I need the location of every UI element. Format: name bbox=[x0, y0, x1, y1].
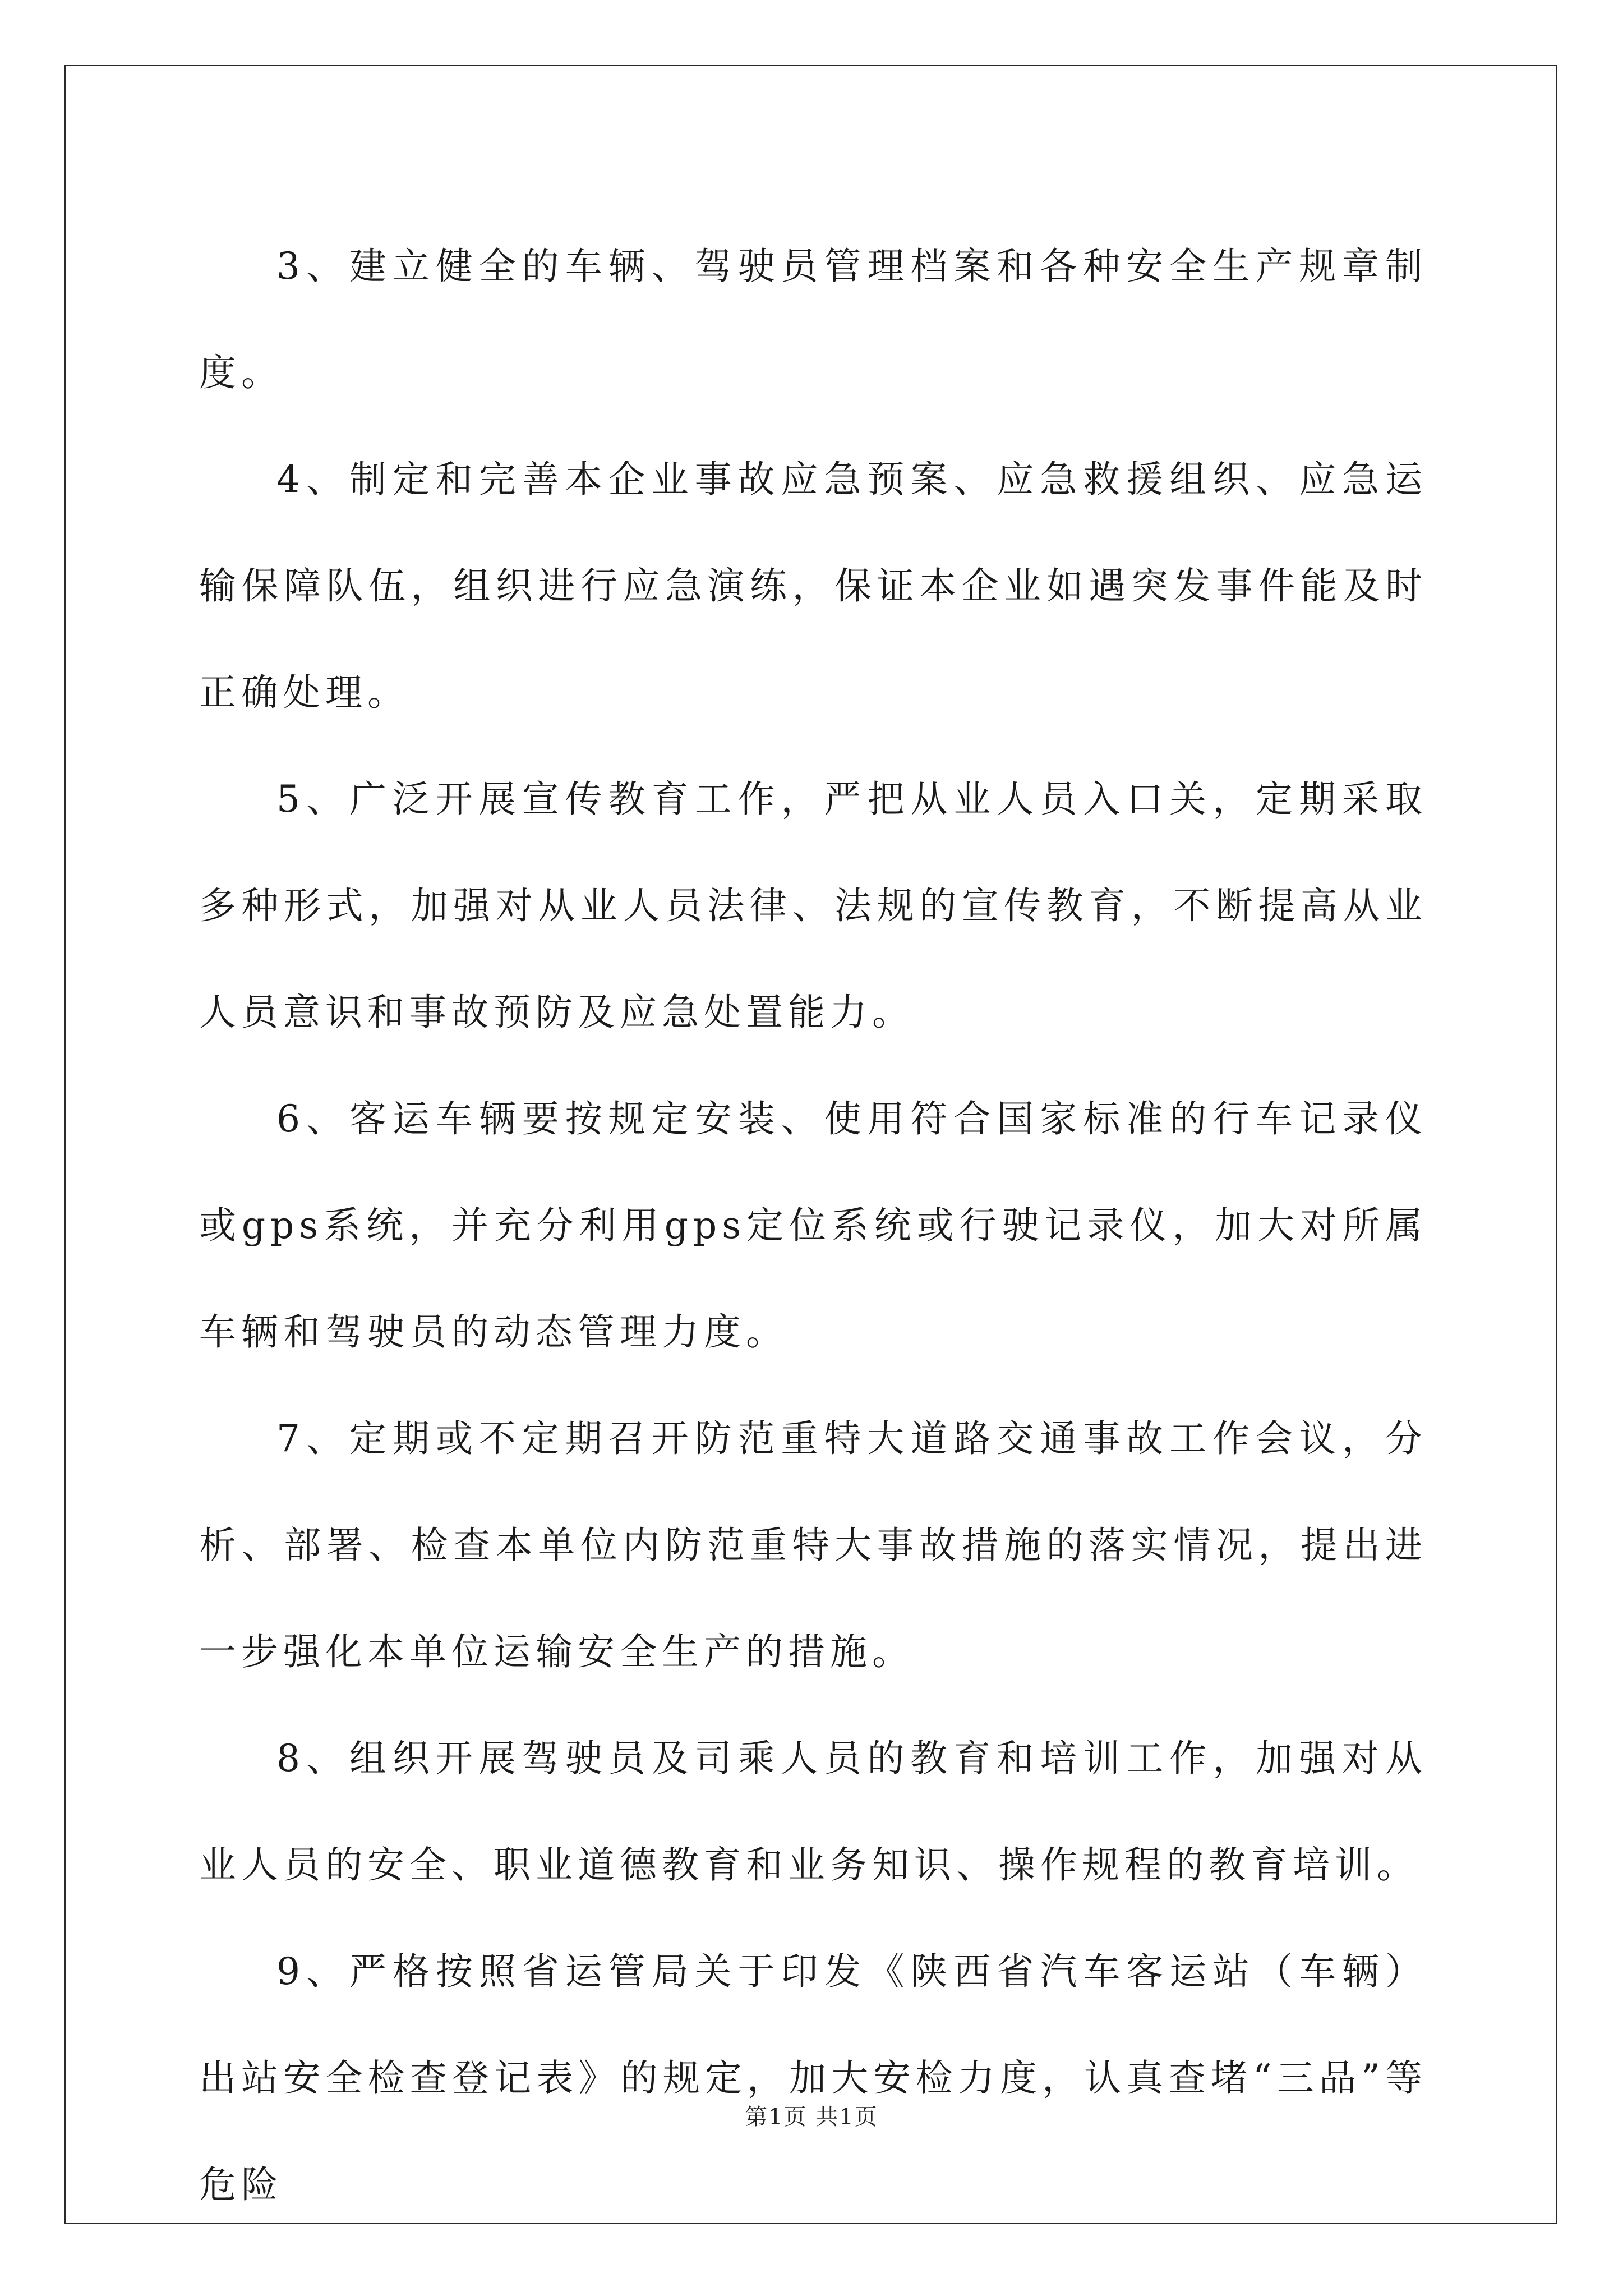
paragraph-7: 7、定期或不定期召开防范重特大道路交通事故工作会议，分析、部署、检查本单位内防范重特大事故措施的落实情况，提出进一步强化本单位运输安全生产的措施。 bbox=[199, 1417, 1427, 1673]
document-body bbox=[199, 213, 1427, 2238]
paragraph-8: 8、组织开展驾驶员及司乘人员的教育和培训工作，加强对从业人员的安全、职业道德教育和业务知识、操作规程的教育培训。 bbox=[199, 1737, 1427, 1887]
paragraph-5: 5、广泛开展宣传教育工作，严把从业人员入口关，定期采取多种形式，加强对从业人员法律、法规的宣传教育，不断提高从业人员意识和事故预防及应急处置能力。 bbox=[199, 777, 1427, 1034]
paragraph-4: 4、制定和完善本企业事故应急预案、应急救援组织、应急运输保障队伍，组织进行应急演练，保证本企业如遇突发事件能及时正确处理。 bbox=[199, 458, 1427, 714]
paragraph-9: 9、严格按照省运管局关于印发《陕西省汽车客运站（车辆）出站安全检查登记表》的规定，加大安检力度，认真查堵“三品”等危险 bbox=[199, 1950, 1427, 2206]
page-footer: 第1页 共1页 bbox=[745, 2104, 878, 2130]
paragraph-6: 6、客运车辆要按规定安装、使用符合国家标准的行车记录仪或gps系统，并充分利用gps定位系统或行驶记录仪，加大对所属车辆和驾驶员的动态管理力度。 bbox=[199, 1097, 1427, 1354]
paragraph-3: 3、建立健全的车辆、驾驶员管理档案和各种安全生产规章制度。 bbox=[199, 245, 1427, 394]
